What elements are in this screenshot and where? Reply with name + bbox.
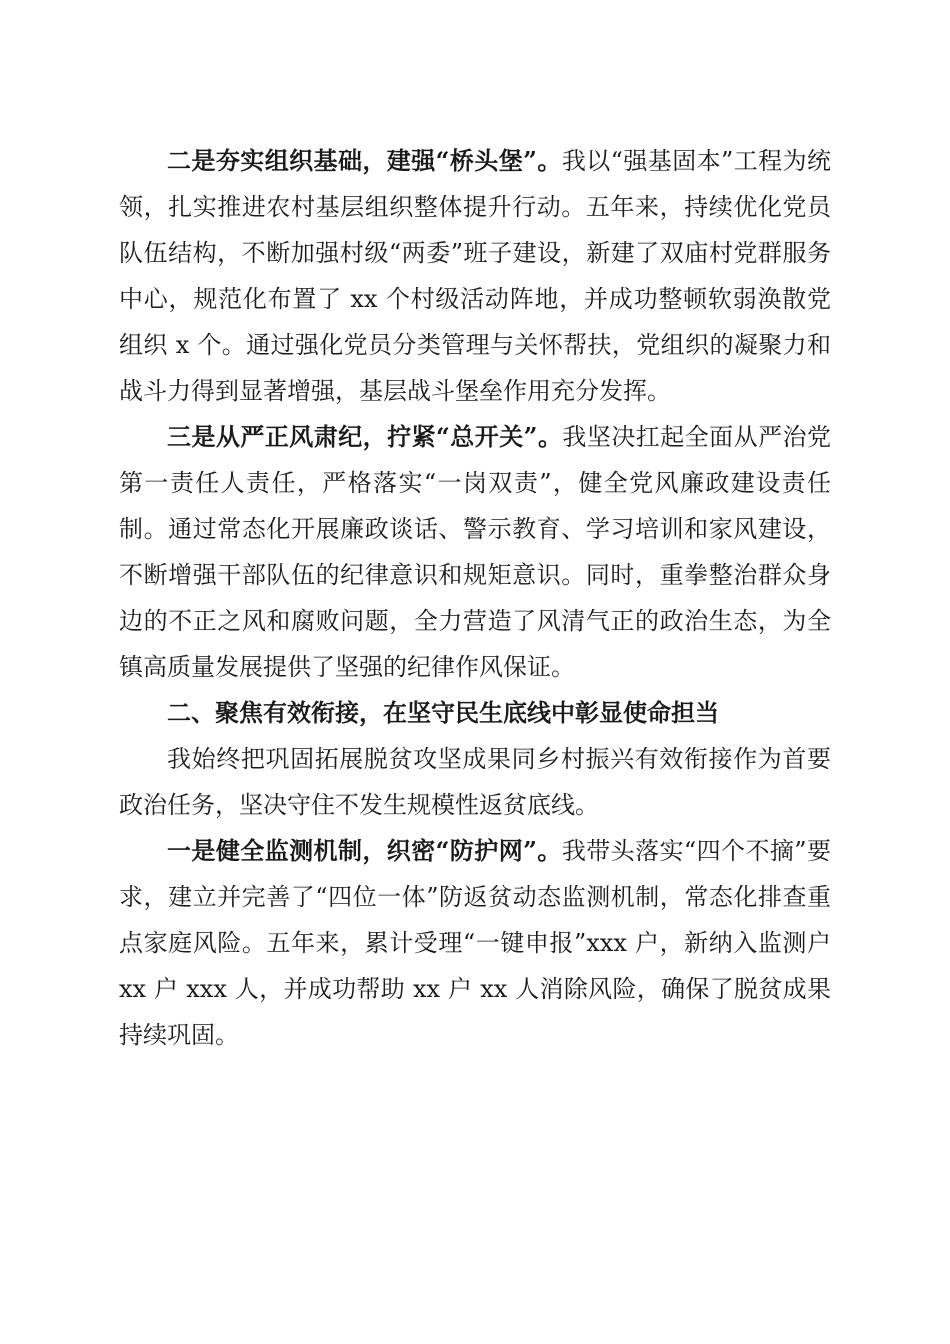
paragraph-lead: 三是从严正风肃纪，拧紧“总开关”。 — [167, 422, 563, 451]
paragraph-organization-foundation — [119, 138, 831, 414]
paragraph-text: 我带头落实“四个不摘”要求，建立并完善了“四位一体”防返贫动态监测机制，常态化排查重点家庭风险。五年来，累计受理“一键申报”xxx 户，新纳入监测户 xx 户 xxx 人，并成功帮助 xx 户 xx 人消除风险，确保了脱贫成果持续巩固。 — [119, 837, 832, 1049]
paragraph-lead: 二是夯实组织基础，建强“桥头堡”。 — [167, 146, 562, 175]
document-body — [119, 138, 831, 1058]
paragraph-text: 我以“强基固本”工程为统领，扎实推进农村基层组织整体提升行动。五年来，持续优化党员队伍结构，不断加强村级“两委”班子建设，新建了双庙村党群服务中心，规范化布置了 xx 个村级活动阵地，并成功整顿软弱涣散党组织 x 个。通过强化党员分类管理与关怀帮扶，党组织的凝聚力和战斗力得到显著增强，基层战斗堡垒作用充分发挥。 — [119, 147, 832, 405]
paragraph-section-intro — [119, 736, 831, 828]
paragraph-lead: 一是健全监测机制，织密“防护网”。 — [167, 836, 562, 865]
section-heading: 二、聚焦有效衔接，在坚守民生底线中彰显使命担当 — [167, 699, 719, 727]
paragraph-monitoring-mechanism — [119, 828, 831, 1058]
paragraph-discipline — [119, 414, 831, 690]
paragraph-text: 我坚决扛起全面从严治党第一责任人责任，严格落实“一岗双责”，健全党风廉政建设责任制。通过常态化开展廉政谈话、警示教育、学习培训和家风建设，不断增强干部队伍的纪律意识和规矩意识。同时，重拳整治群众身边的不正之风和腐败问题，全力营造了风清气正的政治生态，为全镇高质量发展提供了坚强的纪律作风保证。 — [119, 423, 832, 681]
paragraph-text: 我始终把巩固拓展脱贫攻坚成果同乡村振兴有效衔接作为首要政治任务，坚决守住不发生规模性返贫底线。 — [119, 745, 831, 819]
